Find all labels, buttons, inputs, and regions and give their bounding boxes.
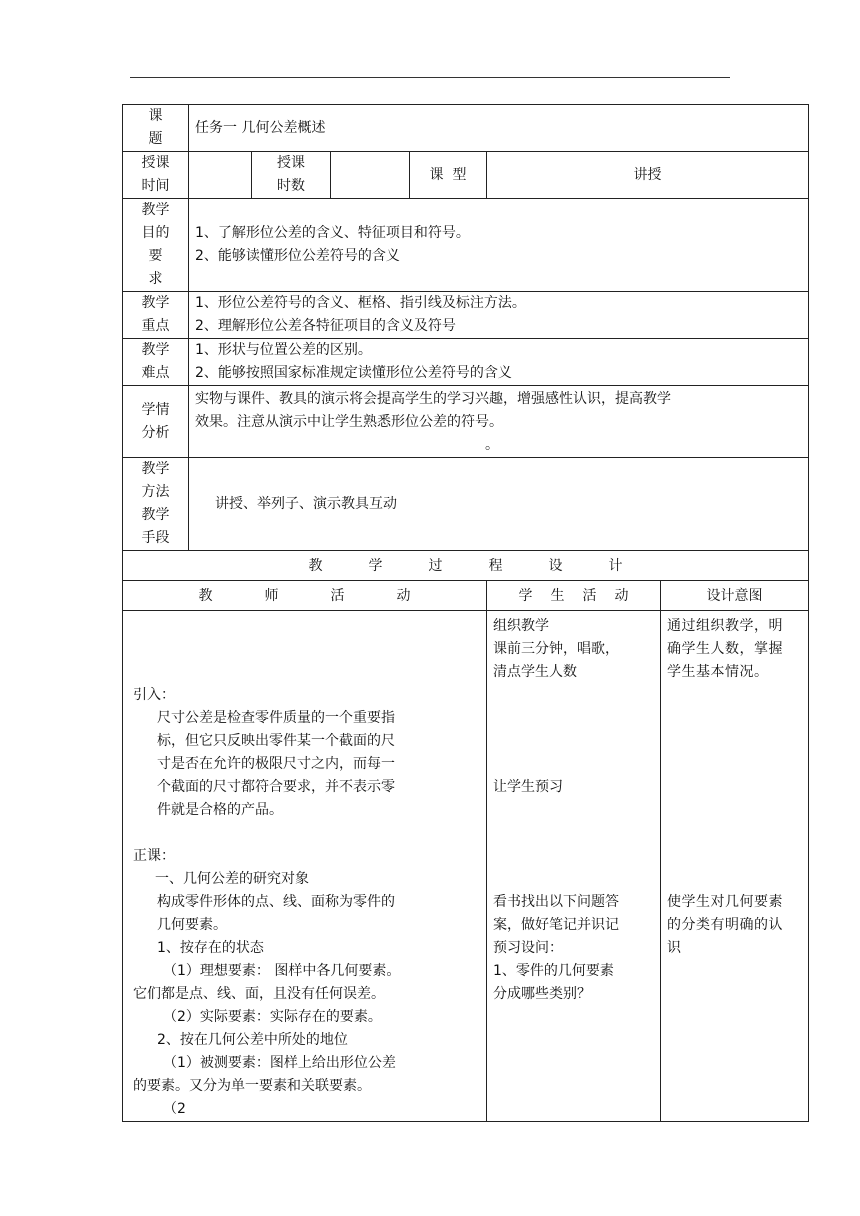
intent-line: 通过组织教学，明 xyxy=(667,618,783,634)
key-content xyxy=(189,292,809,339)
intent-line xyxy=(667,684,802,707)
time-label-line: 授课 xyxy=(141,155,170,171)
teacher-line: （1）理想要素： 图样中各几何要素。 xyxy=(163,963,401,979)
key-label-line: 教学 xyxy=(141,295,170,311)
goals-label-line: 目的 xyxy=(141,225,170,241)
student-line: 让学生预习 xyxy=(493,779,563,795)
header-char: 生 xyxy=(550,587,565,604)
topic-value: 任务一 几何公差概述 xyxy=(189,105,809,152)
process-title xyxy=(123,551,809,581)
student-line xyxy=(493,868,654,891)
col-design-intent: 设计意图 xyxy=(661,581,809,611)
goals-label-line: 教学 xyxy=(141,202,170,218)
student-line: 案，做好笔记并识记 xyxy=(493,917,619,933)
student-line xyxy=(493,707,654,730)
design-intent-content xyxy=(661,611,809,1122)
method-label-line: 方法 xyxy=(141,484,170,500)
key-item: 2、理解形位公差各特征项目的含义及符号 xyxy=(195,318,456,334)
header-char: 学 xyxy=(368,557,383,574)
analysis-label xyxy=(123,386,189,458)
header-char: 设 xyxy=(548,557,563,574)
key-item: 1、形位公差符号的含义、框格、指引线及标注方法。 xyxy=(195,295,526,311)
goals-label xyxy=(123,199,189,292)
difficulty-content xyxy=(189,339,809,386)
teacher-line: 的要素。又分为单一要素和关联要素。 xyxy=(133,1078,371,1094)
method-label-line: 手段 xyxy=(141,530,170,546)
teacher-line: 一、几何公差的研究对象 xyxy=(155,871,309,887)
intent-line: 学生基本情况。 xyxy=(667,664,769,680)
intent-line xyxy=(667,730,802,753)
header-char: 活 xyxy=(582,587,597,604)
method-label-line: 教学 xyxy=(141,461,170,477)
topic-label-line: 课 xyxy=(148,108,163,124)
goal-item: 2、能够读懂形位公差符号的含义 xyxy=(195,248,400,264)
analysis-line: 实物与课件、教具的演示将会提高学生的学习兴趣，增强感性认识，提高教学 xyxy=(195,391,671,407)
time-label-line: 时间 xyxy=(141,178,170,194)
teacher-line: 件就是合格的产品。 xyxy=(157,802,283,818)
teacher-line: （2 xyxy=(163,1101,186,1117)
analysis-line: 。 xyxy=(485,437,499,453)
student-line: 预习设问： xyxy=(493,940,563,956)
topic-label xyxy=(123,105,189,152)
teacher-line: 构成零件形体的点、线、面称为零件的 xyxy=(157,894,395,910)
method-label-line: 教学 xyxy=(141,507,170,523)
goals-label-line: 求 xyxy=(148,271,163,287)
time-label xyxy=(123,152,189,199)
header-char: 动 xyxy=(396,587,411,604)
teacher-activity-content xyxy=(123,611,487,1122)
intent-line: 确学生人数，掌握 xyxy=(667,641,783,657)
topic-label-line: 题 xyxy=(148,131,163,147)
intent-line: 使学生对几何要素 xyxy=(667,894,783,910)
hours-label-line: 时数 xyxy=(277,178,305,194)
goals-content xyxy=(189,199,809,292)
student-line xyxy=(493,753,654,776)
method-content: 讲授、举列子、演示教具互动 xyxy=(189,458,809,551)
time-value xyxy=(189,152,252,199)
student-line: 组织教学 xyxy=(493,618,549,634)
teacher-line: 2、按在几何公差中所处的地位 xyxy=(157,1032,348,1048)
analysis-content xyxy=(189,386,809,458)
hours-value xyxy=(331,152,410,199)
header-char: 过 xyxy=(428,557,443,574)
teacher-line: 它们都是点、线、面，且没有任何误差。 xyxy=(133,986,385,1002)
teacher-line: （1）被测要素：图样上给出形位公差 xyxy=(163,1055,396,1071)
difficulty-item: 2、能够按照国家标准规定读懂形位公差符号的含义 xyxy=(195,365,512,381)
hours-label xyxy=(252,152,331,199)
teacher-line xyxy=(133,661,480,684)
teacher-line: 引入： xyxy=(133,687,175,703)
type-label: 课 型 xyxy=(410,152,487,199)
header-char: 学 xyxy=(518,587,533,604)
student-line xyxy=(493,845,654,868)
intent-line xyxy=(667,845,802,868)
header-char: 师 xyxy=(264,587,279,604)
teacher-line: （2）实际要素：实际存在的要素。 xyxy=(163,1009,382,1025)
type-value: 讲授 xyxy=(487,152,809,199)
col-teacher-activity xyxy=(123,581,487,611)
goal-item: 1、了解形位公差的含义、特征项目和符号。 xyxy=(195,225,470,241)
student-line xyxy=(493,684,654,707)
student-line: 1、零件的几何要素 xyxy=(493,963,614,979)
col-student-activity xyxy=(487,581,661,611)
goals-label-line: 要 xyxy=(148,248,163,264)
header-char: 教 xyxy=(308,557,323,574)
method-label xyxy=(123,458,189,551)
intent-line xyxy=(667,707,802,730)
intent-line xyxy=(667,799,802,822)
teacher-line: 寸是否在允许的极限尺寸之内，而每一 xyxy=(157,756,395,772)
intent-line xyxy=(667,776,802,799)
student-line xyxy=(493,730,654,753)
student-line: 课前三分钟，唱歌， xyxy=(493,641,619,657)
header-char: 程 xyxy=(488,557,503,574)
teacher-line: 个截面的尺寸都符合要求，并不表示零 xyxy=(157,779,395,795)
header-char: 活 xyxy=(330,587,345,604)
teacher-line: 尺寸公差是检查零件质量的一个重要指 xyxy=(157,710,395,726)
teacher-line xyxy=(133,638,480,661)
intent-line: 识 xyxy=(667,940,682,956)
intent-line: 的分类有明确的认 xyxy=(667,917,783,933)
hours-label-line: 授课 xyxy=(277,155,305,171)
difficulty-label xyxy=(123,339,189,386)
teacher-line: 正课： xyxy=(133,848,175,864)
difficulty-item: 1、形状与位置公差的区别。 xyxy=(195,342,372,358)
teacher-line xyxy=(133,615,480,638)
difficulty-label-line: 难点 xyxy=(141,365,170,381)
teacher-line: 几何要素。 xyxy=(157,917,227,933)
student-line xyxy=(493,799,654,822)
analysis-label-line: 分析 xyxy=(141,424,170,441)
teacher-line xyxy=(133,822,480,845)
intent-line xyxy=(667,868,802,891)
header-char: 教 xyxy=(198,587,213,604)
student-line: 看书找出以下问题答 xyxy=(493,894,619,910)
student-line: 清点学生人数 xyxy=(493,664,577,680)
header-char: 动 xyxy=(614,587,629,604)
key-label xyxy=(123,292,189,339)
student-line: 分成哪些类别？ xyxy=(493,986,591,1002)
lesson-plan-table xyxy=(122,104,809,1122)
header-char: 计 xyxy=(608,557,623,574)
analysis-line: 效果。注意从演示中让学生熟悉形位公差的符号。 xyxy=(195,414,503,430)
header-rule xyxy=(130,77,730,78)
key-label-line: 重点 xyxy=(141,318,170,334)
intent-line xyxy=(667,753,802,776)
difficulty-label-line: 教学 xyxy=(141,342,170,358)
analysis-label-line: 学情 xyxy=(141,401,170,418)
student-activity-content xyxy=(487,611,661,1122)
intent-line xyxy=(667,822,802,845)
teacher-line: 1、按存在的状态 xyxy=(157,940,264,956)
student-line xyxy=(493,822,654,845)
teacher-line: 标，但它只反映出零件某一个截面的尺 xyxy=(157,733,395,749)
